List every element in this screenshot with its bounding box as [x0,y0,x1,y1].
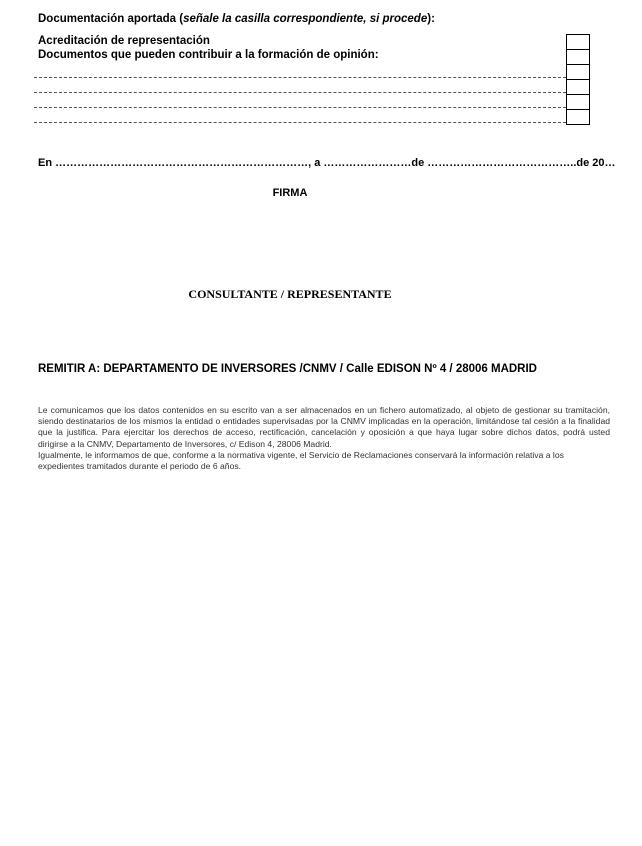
remitir-address: REMITIR A: DEPARTAMENTO DE INVERSORES /CNMV / Calle EDISON Nº 4 / 28006 MADRID [38,363,537,375]
item-acreditacion: Acreditación de representación [38,35,210,47]
dotted-line-1[interactable] [34,77,566,78]
checkbox-line-1[interactable] [566,65,590,80]
heading-italic-text: señale la casilla correspondiente, si procede [183,13,428,25]
checkbox-documentos[interactable] [566,50,590,65]
legal-paragraph-2: Igualmente, le informamos de que, conforme a la normativa vigente, el Servicio de Reclamaciones conservará la información relativa a los expedientes tramitados durante el periodo de 6 años. [38,449,564,472]
documentation-heading [38,13,435,25]
dotted-line-4[interactable] [34,122,566,123]
heading-end-text: ): [427,13,435,25]
heading-text: Documentación aportada ( [38,13,184,25]
firma-label: FIRMA [272,187,308,199]
date-place-line[interactable]: En ……………………………………………………………, a ……………………de …………………………………..de 20… [38,157,616,169]
checkbox-acreditacion[interactable] [566,34,590,50]
consultante-label: CONSULTANTE / REPRESENTANTE [188,287,392,301]
legal-paragraph-1: Le comunicamos que los datos contenidos en su escrito van a ser almacenados en un fichero automatizado, al objeto de gestionar su tramitación, siendo destinatarios de los mismos la entidad o entidades supervisadas por la CNMV implicadas en la operación, limitándose tal cesión a la finalidad que la justifica. Para ejercitar los derechos de acceso, rectificación, cancelación y oposición a que haya lugar sobre dichos datos, podrá usted dirigirse a la CNMV, Departamento de Inversores, c/ Edison 4, 28006 Madrid. [38,405,610,449]
checkbox-line-2[interactable] [566,80,590,95]
checkbox-column [566,34,589,125]
item-documentos: Documentos que pueden contribuir a la formación de opinión: [38,49,379,61]
legal-notice [38,405,610,472]
dotted-line-2[interactable] [34,92,566,93]
checkbox-line-3[interactable] [566,95,590,110]
dotted-line-3[interactable] [34,107,566,108]
checkbox-line-4[interactable] [566,110,590,125]
